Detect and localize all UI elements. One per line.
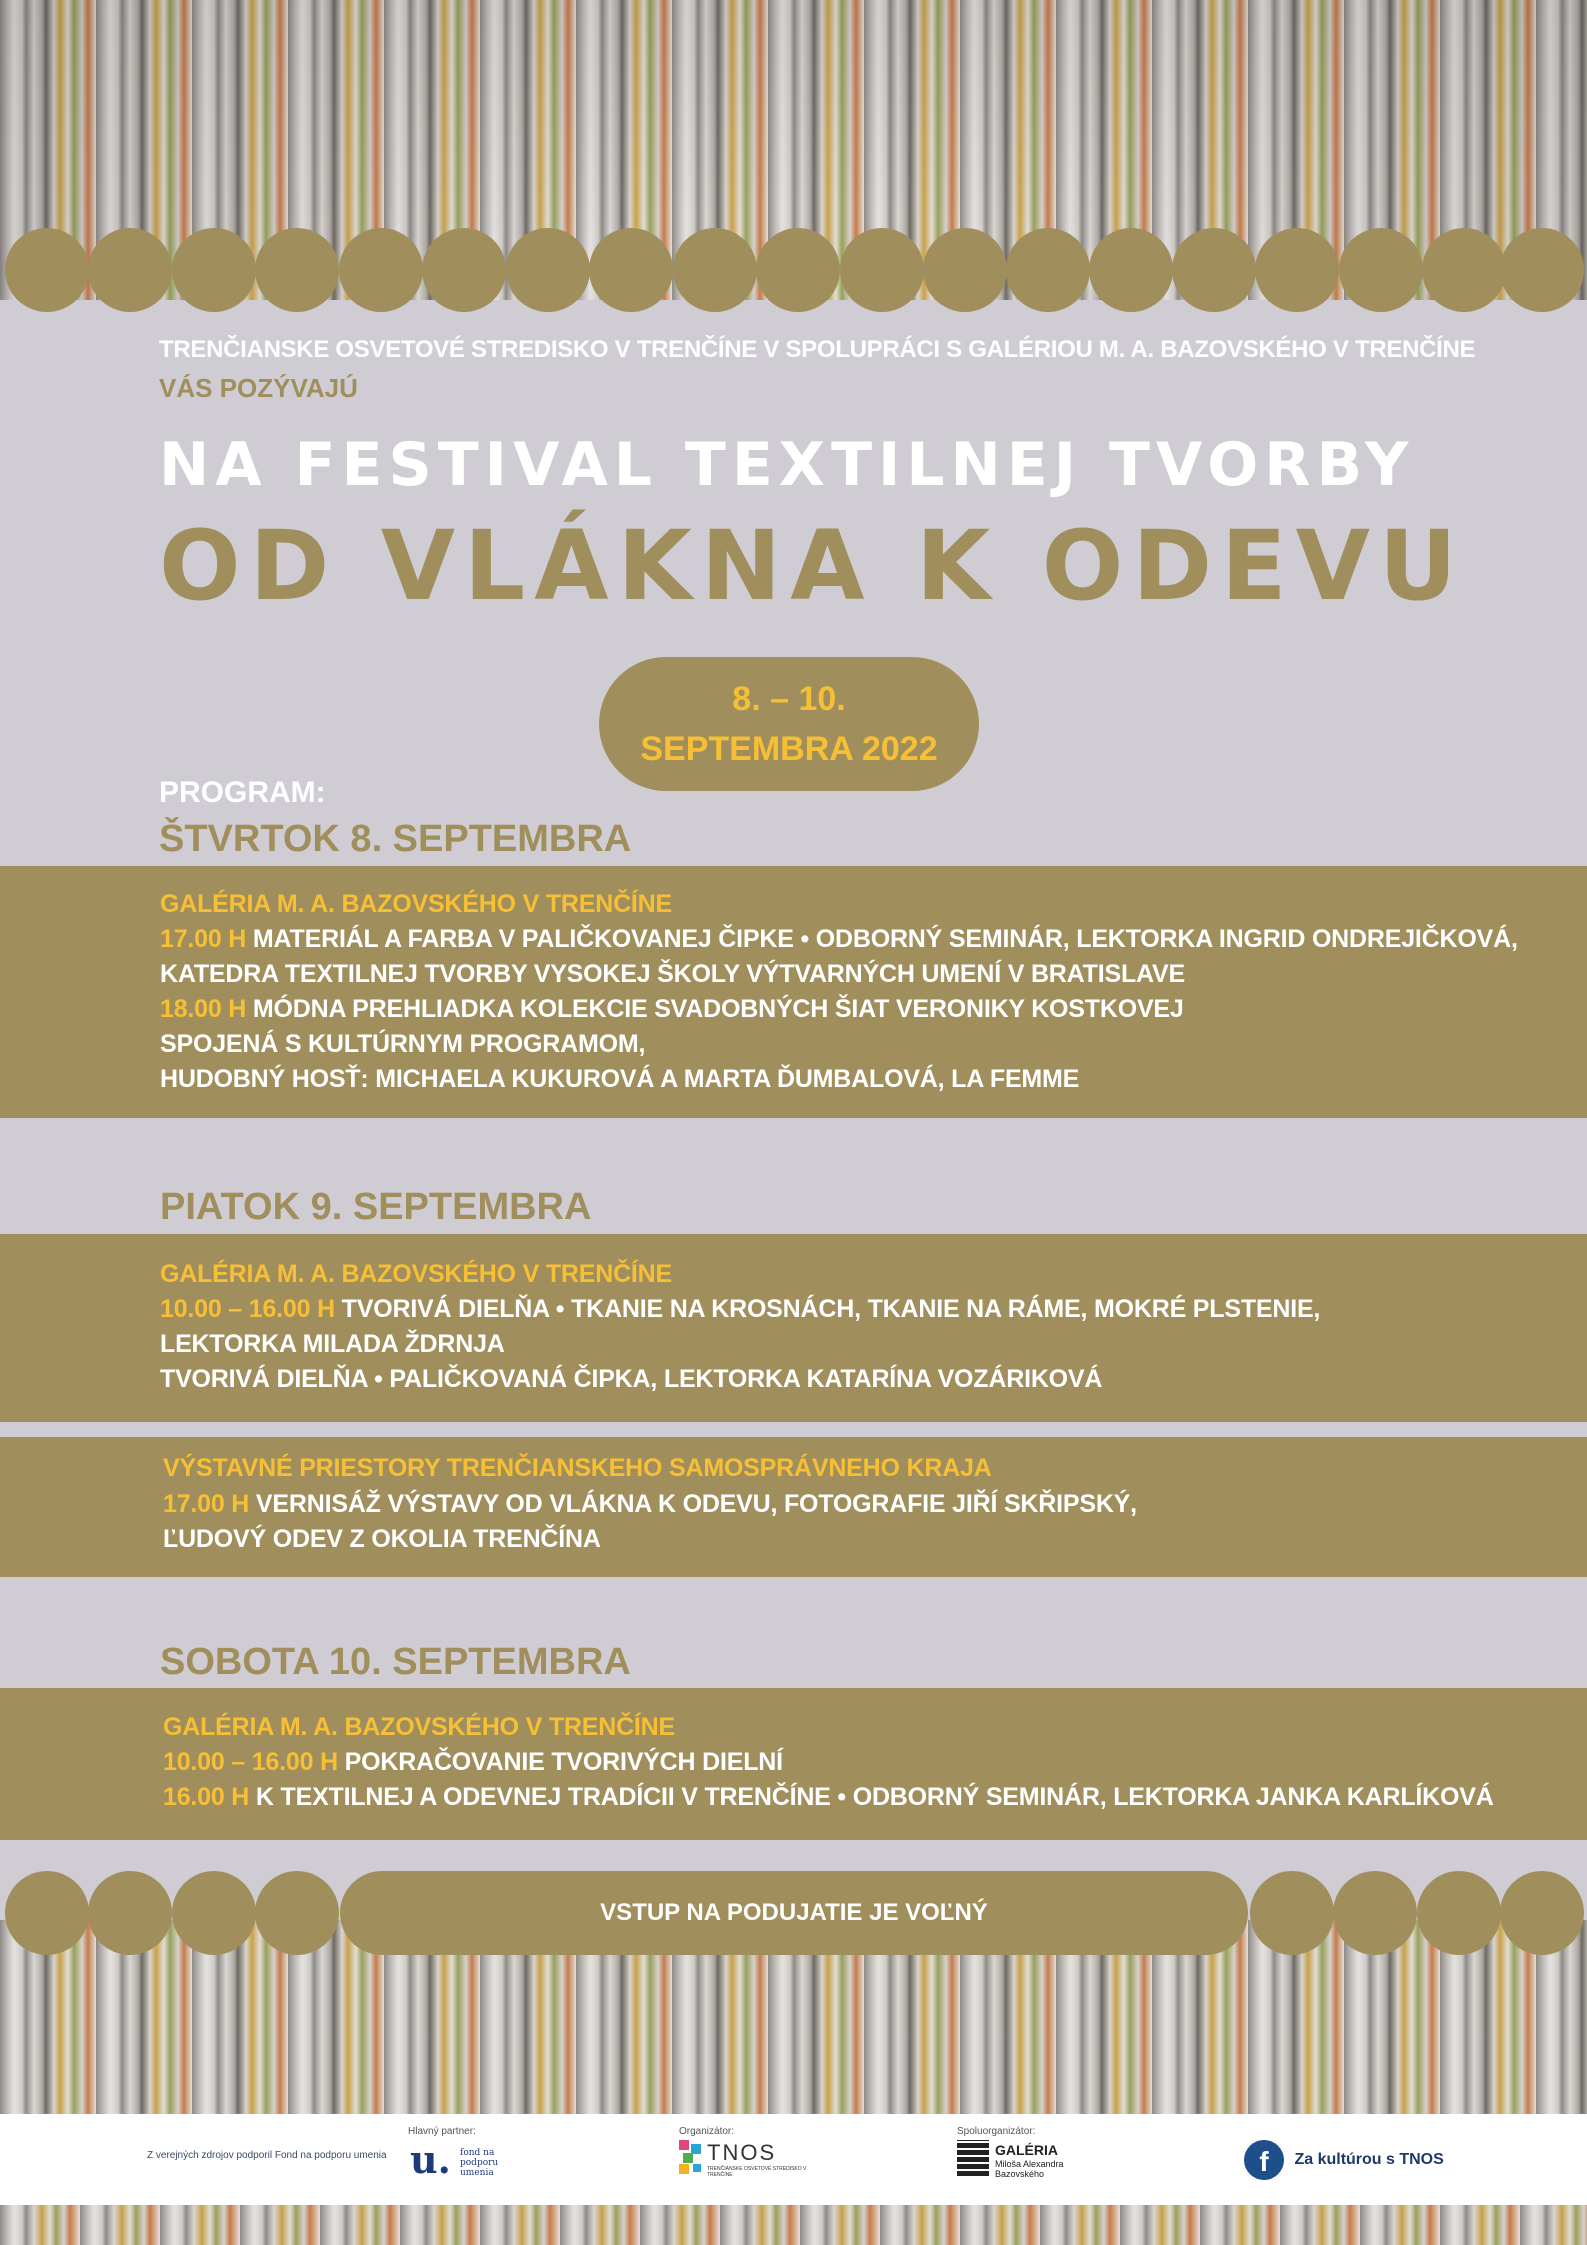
date-line-2: SEPTEMBRA 2022 [640, 730, 938, 768]
fpu-mark: u. [410, 2137, 451, 2182]
event-text: HUDOBNÝ HOSŤ: MICHAELA KUKUROVÁ A MARTA ĎUMBALOVÁ, LA FEMME [160, 1065, 1080, 1093]
decor-dot [255, 1871, 339, 1955]
venue-name: GALÉRIA M. A. BAZOVSKÉHO V TRENČÍNE [160, 1260, 673, 1288]
tnos-logo [679, 2140, 809, 2180]
decor-dot [1089, 228, 1173, 312]
coorganizer-label: Spoluorganizátor: [957, 2126, 1036, 2137]
event-text: MÓDNA PREHLIADKA KOLEKCIE SVADOBNÝCH ŠIAT VERONIKY KOSTKOVEJ [246, 995, 1184, 1023]
decor-dot [1500, 228, 1584, 312]
event-text: ĽUDOVÝ ODEV Z OKOLIA TRENČÍNA [163, 1525, 601, 1553]
decor-dot [589, 228, 673, 312]
decor-dot [756, 228, 840, 312]
event-time: 10.00 – 16.00 H [163, 1748, 338, 1776]
footer-logos [0, 2114, 1587, 2206]
decor-dot [840, 228, 924, 312]
decor-dot [422, 228, 506, 312]
event-text: K TEXTILNEJ A ODEVNEJ TRADÍCII V TRENČÍNE • ODBORNÝ SEMINÁR, LEKTORKA JANKA KARLÍKOVÁ [249, 1783, 1494, 1811]
decor-dot [1339, 228, 1423, 312]
decor-dot [5, 1871, 89, 1955]
event-text: SPOJENÁ S KULTÚRNYM PROGRAMOM, [160, 1030, 646, 1058]
organizer-line: TRENČIANSKE OSVETOVÉ STREDISKO V TRENČÍNE V SPOLUPRÁCI S GALÉRIOU M. A. BAZOVSKÉHO V TRENČÍNE [159, 336, 1476, 363]
venue-name: GALÉRIA M. A. BAZOVSKÉHO V TRENČÍNE [163, 1713, 676, 1741]
fpu-logo [410, 2137, 499, 2182]
top-dot-row [0, 228, 1587, 312]
decor-dot [1006, 228, 1090, 312]
facebook-icon: f [1244, 2140, 1284, 2180]
festival-subtitle: NA FESTIVAL TEXTILNEJ TVORBY [159, 430, 1415, 500]
fpu-name: fond na podporu umenia [460, 2148, 499, 2178]
decor-dot [673, 228, 757, 312]
date-line-1: 8. – 10. [732, 680, 846, 718]
free-entry-banner: VSTUP NA PODUJATIE JE VOĽNÝ [340, 1871, 1248, 1955]
decor-dot [1250, 1871, 1334, 1955]
main-partner-label: Hlavný partner: [408, 2126, 476, 2137]
program-line [160, 925, 1518, 954]
organizer-label: Organizátor: [679, 2126, 735, 2137]
facebook-link[interactable] [1244, 2140, 1444, 2180]
day-heading: PIATOK 9. SEPTEMBRA [160, 1186, 592, 1228]
facebook-text: Za kultúrou s TNOS [1294, 2151, 1444, 2168]
program-line [160, 1330, 505, 1359]
day-heading: ŠTVRTOK 8. SEPTEMBRA [159, 818, 632, 860]
support-text: Z verejných zdrojov podporil Fond na podporu umenia [147, 2150, 387, 2161]
decor-dot [1333, 1871, 1417, 1955]
venue-name: VÝSTAVNÉ PRIESTORY TRENČIANSKEHO SAMOSPRÁVNEHO KRAJA [163, 1454, 992, 1482]
decor-dot [255, 228, 339, 312]
decor-dot [1417, 1871, 1501, 1955]
tnos-sub: TRENČIANSKE OSVETOVÉ STREDISKO V TRENČÍNE [707, 2166, 807, 2178]
program-line [160, 995, 1184, 1024]
decor-dot [88, 1871, 172, 1955]
bottom-thread-strip [0, 2205, 1587, 2245]
event-text: TVORIVÁ DIELŇA • PALIČKOVANÁ ČIPKA, LEKTORKA KATARÍNA VOZÁRIKOVÁ [160, 1365, 1103, 1393]
decor-dot [1500, 1871, 1584, 1955]
program-line [160, 1030, 645, 1059]
tnos-name: TNOS [707, 2140, 777, 2165]
program-label: PROGRAM: [159, 776, 326, 809]
galeria-sub: Miloša Alexandra Bazovského [995, 2159, 1064, 2179]
date-badge [599, 657, 979, 791]
program-line [163, 1490, 1137, 1519]
event-text: VERNISÁŽ VÝSTAVY OD VLÁKNA K ODEVU, FOTOGRAFIE JIŘÍ SKŘIPSKÝ, [249, 1490, 1137, 1518]
program-line [163, 1783, 1494, 1812]
decor-dot [506, 228, 590, 312]
event-text: KATEDRA TEXTILNEJ TVORBY VYSOKEJ ŠKOLY VÝTVARNÝCH UMENÍ V BRATISLAVE [160, 960, 1185, 988]
event-time: 17.00 H [163, 1490, 250, 1518]
event-text: MATERIÁL A FARBA V PALIČKOVANEJ ČIPKE • ODBORNÝ SEMINÁR, LEKTORKA INGRID ONDREJIČKOVÁ, [246, 925, 1518, 953]
program-line [163, 1748, 783, 1777]
program-line [160, 960, 1185, 989]
program-line [163, 1525, 601, 1554]
day-heading: SOBOTA 10. SEPTEMBRA [160, 1641, 631, 1683]
decor-dot [5, 228, 89, 312]
event-time: 10.00 – 16.00 H [160, 1295, 335, 1323]
event-time: 16.00 H [163, 1783, 250, 1811]
program-line [160, 1365, 1102, 1394]
program-line [160, 1295, 1320, 1324]
event-text: LEKTORKA MILADA ŽDRNJA [160, 1330, 505, 1358]
program-line [160, 1065, 1079, 1094]
invite-line: VÁS POZÝVAJÚ [159, 373, 358, 403]
decor-dot [1422, 228, 1506, 312]
decor-dot [1172, 228, 1256, 312]
galeria-logo [957, 2140, 1087, 2180]
event-text: TVORIVÁ DIELŇA • TKANIE NA KROSNÁCH, TKANIE NA RÁME, MOKRÉ PLSTENIE, [334, 1295, 1321, 1323]
event-text: POKRAČOVANIE TVORIVÝCH DIELNÍ [337, 1748, 783, 1776]
event-time: 17.00 H [160, 925, 247, 953]
festival-title: OD VLÁKNA K ODEVU [159, 510, 1466, 622]
decor-dot [172, 228, 256, 312]
decor-dot [339, 228, 423, 312]
event-time: 18.00 H [160, 995, 247, 1023]
decor-dot [1255, 228, 1339, 312]
decor-dot [923, 228, 1007, 312]
decor-dot [172, 1871, 256, 1955]
decor-dot [88, 228, 172, 312]
venue-name: GALÉRIA M. A. BAZOVSKÉHO V TRENČÍNE [160, 890, 673, 918]
galeria-name: GALÉRIA [995, 2142, 1058, 2158]
